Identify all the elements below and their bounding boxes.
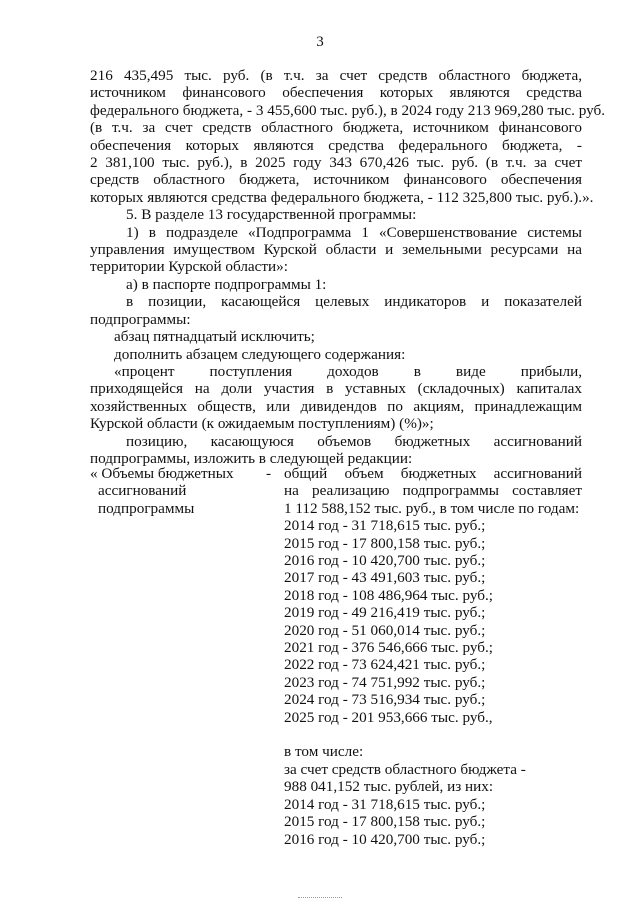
year-line: 2015 год - 17 800,158 тыс. руб.; [284, 534, 486, 552]
text-line: позицию, касающуюся объемов бюджетных ассигнований [126, 432, 582, 450]
year-line: 2017 год - 43 491,603 тыс. руб.; [284, 569, 486, 587]
text-line: 2 381,100 тыс. руб.), в 2025 году 343 670,426 тыс. руб. (в т.ч. за счет [90, 154, 582, 172]
text-line: в позиции, касающейся целевых индикаторов и показателей [126, 293, 582, 311]
text-line: территории Курской области»: [90, 258, 288, 276]
page-number: 3 [316, 34, 324, 50]
label-line: подпрограммы [98, 499, 195, 517]
text-line: управления имуществом Курской области и земельными ресурсами на [90, 241, 582, 259]
passport-label [90, 465, 280, 517]
text-line: подпрограммы: [90, 310, 191, 328]
spacer [284, 726, 582, 743]
text-line: источником финансового обеспечения которых являются средства [90, 84, 582, 102]
label-line: ассигнований [98, 482, 187, 500]
list-item: а) в паспорте подпрограммы 1: [126, 275, 327, 293]
passport-dash: - [266, 465, 272, 482]
year-line: 2015 год - 17 800,158 тыс. руб.; [284, 813, 486, 831]
text-line: приходящейся на доли участия в уставных (складочных) капиталах [90, 380, 582, 398]
text-line: обеспечения которых являются средства федерального бюджета, - [90, 136, 582, 154]
text-line: дополнить абзацем следующего содержания: [114, 345, 406, 363]
passport-value [284, 465, 582, 848]
value-line: на реализацию подпрограммы составляет [284, 482, 582, 500]
text-line: Курской области (к ожидаемым поступлениям) (%)»; [90, 415, 434, 433]
value-line: 1 112 588,152 тыс. руб., в том числе по годам: [284, 499, 580, 517]
year-line: 2016 год - 10 420,700 тыс. руб.; [284, 830, 486, 848]
year-line: 2021 год - 376 546,666 тыс. руб.; [284, 639, 493, 657]
text-line: средств областного бюджета, источником финансового обеспечения [90, 171, 582, 189]
value-line: за счет средств областного бюджета - [284, 760, 526, 778]
text-line: «процент поступления доходов в виде прибыли, [114, 362, 582, 380]
year-line: 2020 год - 51 060,014 тыс. руб.; [284, 621, 486, 639]
scan-edge-mark [298, 897, 342, 898]
year-line: 2022 год - 73 624,421 тыс. руб.; [284, 656, 486, 674]
year-line: 2014 год - 31 718,615 тыс. руб.; [284, 795, 486, 813]
text-line: которых являются средства федерального бюджета, - 112 325,800 тыс. руб.).». [90, 188, 594, 206]
text-line: 216 435,495 тыс. руб. (в т.ч. за счет средств областного бюджета, [90, 67, 582, 84]
text-line: федерального бюджета, - 3 455,600 тыс. руб.), в 2024 году 213 969,280 тыс. руб. [90, 101, 606, 119]
label-line: « Объемы бюджетных [90, 465, 234, 482]
year-line: 2019 год - 49 216,419 тыс. руб.; [284, 604, 486, 622]
section-item: 5. В разделе 13 государственной программы: [126, 206, 417, 224]
text-line: подпрограммы, изложить в следующей редакции: [90, 449, 413, 467]
value-line: общий объем бюджетных ассигнований [284, 465, 582, 482]
year-line: 2024 год - 73 516,934 тыс. руб.; [284, 691, 486, 709]
text-line: абзац пятнадцатый исключить; [114, 328, 315, 346]
text-line: (в т.ч. за счет средств областного бюджета, источником финансового [90, 119, 582, 137]
subsection-item: 1) в подразделе «Подпрограмма 1 «Совершенствование системы [126, 223, 582, 241]
document-body [90, 67, 606, 467]
value-line: в том числе: [284, 743, 364, 761]
year-line: 2018 год - 108 486,964 тыс. руб.; [284, 586, 493, 604]
year-line: 2023 год - 74 751,992 тыс. руб.; [284, 673, 486, 691]
text-line: хозяйственных обществ, или дивидендов по акциям, принадлежащим [90, 397, 582, 415]
year-line: 2014 год - 31 718,615 тыс. руб.; [284, 517, 486, 535]
value-line: 988 041,152 тыс. рублей, из них: [284, 778, 494, 796]
year-line: 2016 год - 10 420,700 тыс. руб.; [284, 552, 486, 570]
year-line: 2025 год - 201 953,666 тыс. руб., [284, 708, 493, 726]
